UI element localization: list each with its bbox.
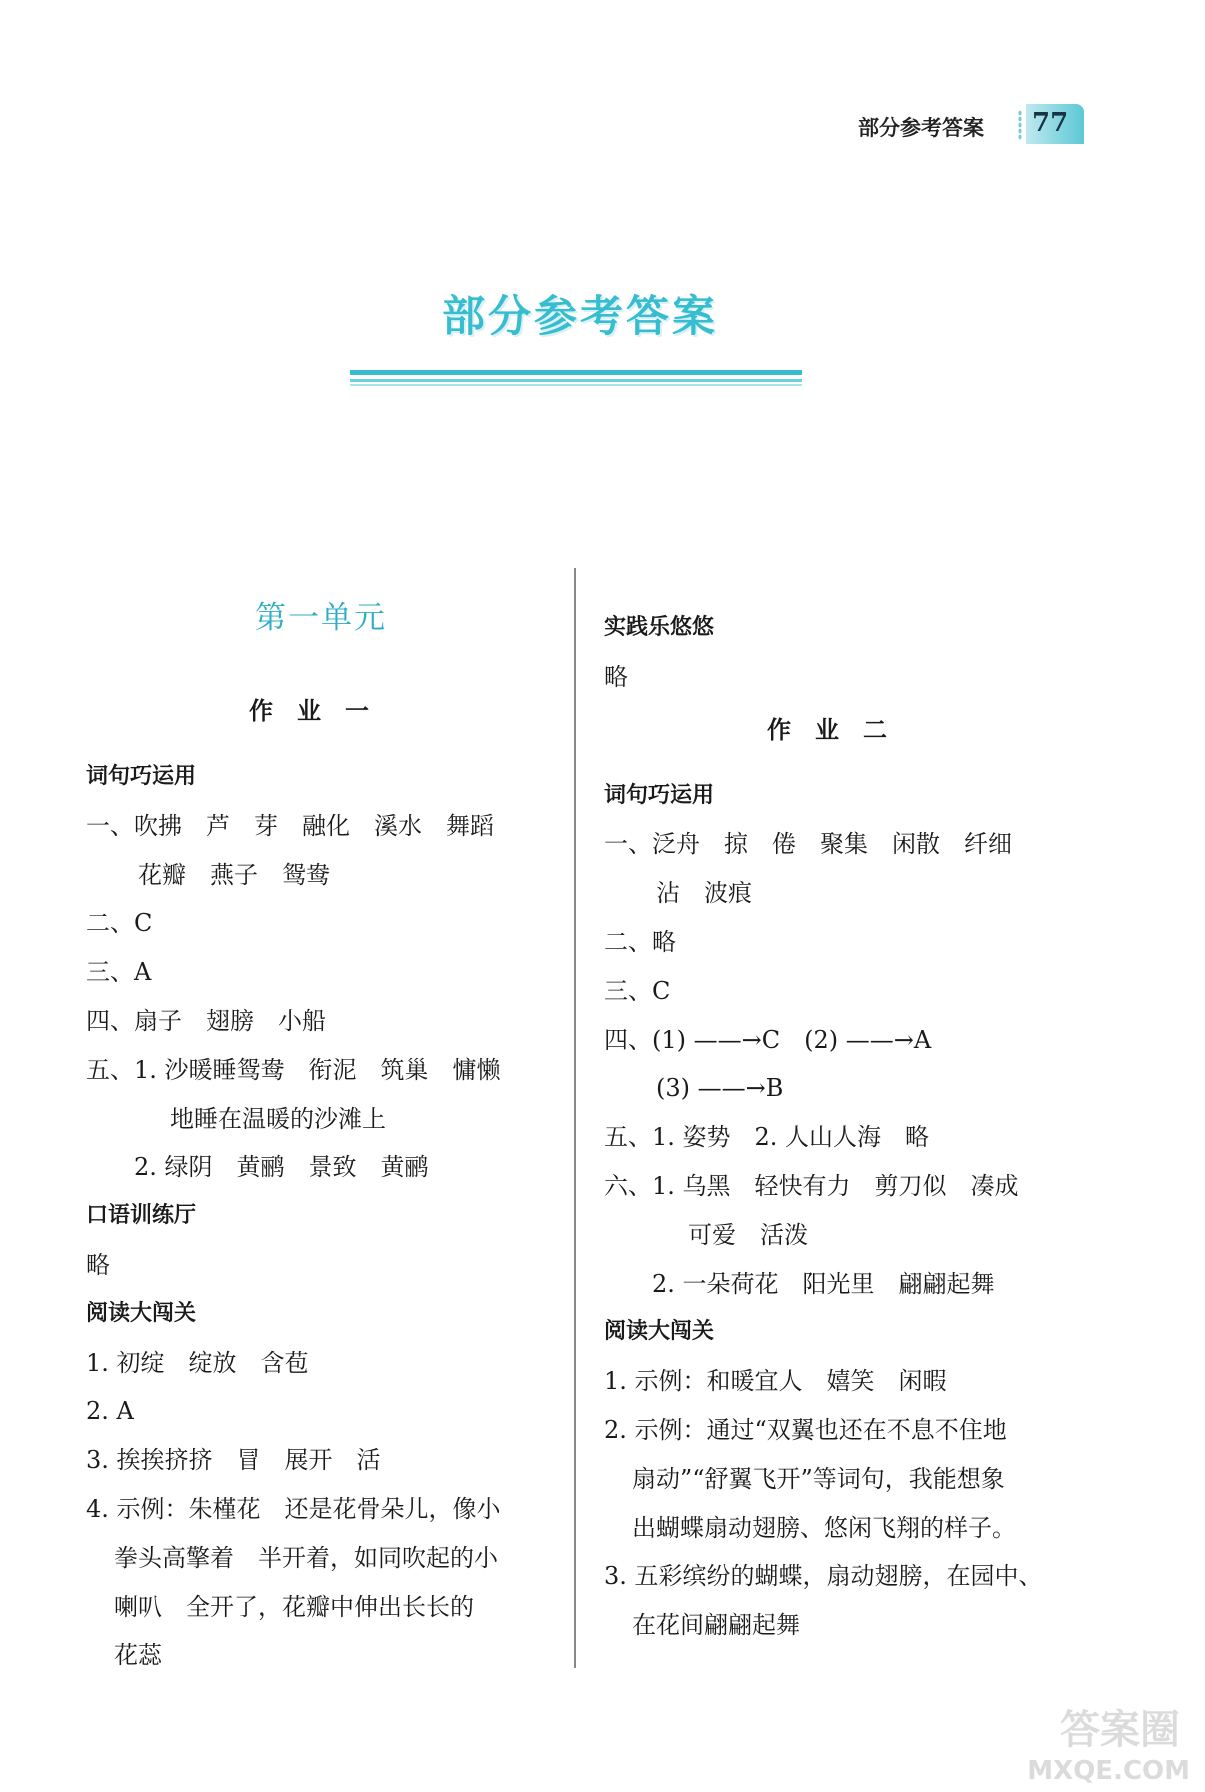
title-underline-3	[350, 384, 802, 386]
answer-line: 2. 一朵荷花 阳光里 翩翩起舞	[652, 1269, 995, 1298]
answer-line: 3. 五彩缤纷的蝴蝶，扇动翅膀，在园中、	[604, 1562, 1043, 1591]
homework-title: 作业二	[767, 715, 911, 744]
answer-line: 四、(1) ——→C (2) ——→A	[604, 1025, 932, 1054]
answer-line: (3) ——→B	[656, 1074, 784, 1103]
watermark-logo	[1000, 1698, 1200, 1792]
section-heading: 口语训练厅	[86, 1203, 197, 1229]
answer-line: 二、略	[604, 927, 676, 956]
unit-title: 第一单元	[255, 600, 387, 636]
answer-line: 六、1. 乌黑 轻快有力 剪刀似 凑成	[604, 1171, 1019, 1200]
answer-line: 在花间翩翩起舞	[632, 1611, 800, 1640]
title-underline-2	[350, 379, 802, 382]
section-heading: 阅读大闯关	[86, 1300, 197, 1326]
answer-line: 三、A	[86, 958, 152, 987]
page-header	[858, 104, 1068, 146]
answer-line: 拳头高擎着 半开着，如同吹起的小	[114, 1543, 498, 1572]
page-title: 部分参考答案	[442, 292, 718, 342]
answer-list-top	[604, 604, 1074, 702]
homework-title: 作业一	[249, 697, 393, 725]
section-heading: 阅读大闯关	[604, 1319, 715, 1345]
answer-line: 五、1. 沙暖睡鸳鸯 衔泥 筑巢 慵懒	[86, 1055, 501, 1084]
answer-line: 一、吹拂 芦 芽 融化 溪水 舞蹈	[86, 811, 494, 840]
answer-line: 1. 示例：和暖宜人 嬉笑 闲暇	[604, 1367, 947, 1396]
answer-line: 一、泛舟 掠 倦 聚集 闲散 纤细	[604, 830, 1012, 859]
right-column	[604, 604, 1074, 1650]
watermark-url: MXQE.COM	[1027, 1756, 1190, 1786]
page-number: 77	[1032, 108, 1069, 138]
answer-line: 花瓣 燕子 鸳鸯	[138, 860, 330, 889]
answer-line: 扇动”“舒翼飞开”等词句，我能想象	[632, 1464, 1005, 1493]
answer-line: 2. 绿阴 黄鹂 景致 黄鹂	[134, 1153, 429, 1182]
answer-line: 二、C	[86, 909, 153, 938]
answer-line: 2. 示例：通过“双翼也还在不息不住地	[604, 1415, 1007, 1444]
answer-list	[604, 772, 1074, 1650]
left-column	[86, 580, 556, 1680]
column-divider	[574, 568, 576, 1668]
answer-line: 喇叭 全开了，花瓣中伸出长长的	[114, 1592, 474, 1621]
section-heading: 实践乐悠悠	[604, 615, 715, 640]
answer-line: 略	[604, 662, 628, 691]
answer-line: 地睡在温暖的沙滩上	[170, 1104, 386, 1133]
title-underline	[350, 370, 802, 375]
section-heading: 词句巧运用	[86, 764, 197, 789]
header-label: 部分参考答案	[858, 116, 984, 140]
answer-line: 略	[86, 1250, 110, 1279]
answer-line: 可爱 活泼	[688, 1220, 808, 1249]
answer-line: 三、C	[604, 976, 671, 1005]
answer-line: 出蝴蝶扇动翅膀、悠闲飞翔的样子。	[632, 1513, 1016, 1542]
answer-line: 五、1. 姿势 2. 人山人海 略	[604, 1123, 930, 1152]
section-heading: 词句巧运用	[604, 782, 715, 808]
answer-line: 2. A	[86, 1397, 134, 1426]
header-dots	[1018, 110, 1022, 140]
answer-list	[86, 753, 556, 1680]
answer-line: 花蕊	[114, 1641, 162, 1670]
answer-line: 1. 初绽 绽放 含苞	[86, 1348, 309, 1377]
watermark-text: 答案圈	[1060, 1707, 1180, 1753]
answer-line: 3. 挨挨挤挤 冒 展开 活	[86, 1446, 381, 1475]
answer-line: 沾 波痕	[656, 879, 752, 908]
answer-line: 4. 示例：朱槿花 还是花骨朵儿，像小	[86, 1494, 501, 1523]
answer-line: 四、扇子 翅膀 小船	[86, 1006, 326, 1035]
